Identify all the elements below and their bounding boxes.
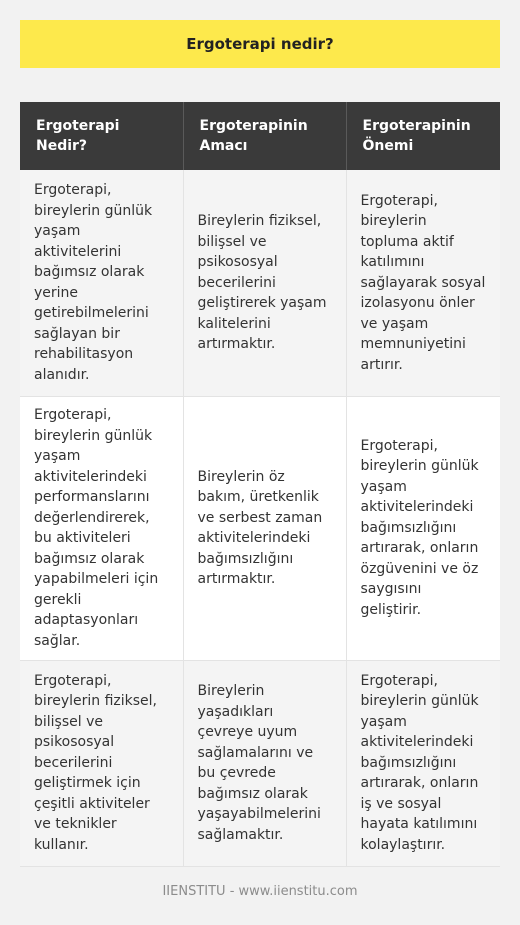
header-cell-definition: Ergoterapi Nedir? — [20, 102, 183, 170]
header-row — [20, 102, 500, 170]
table-cell: Bireylerin fiziksel, bilişsel ve psikososyal becerilerini geliştirerek yaşam kalitelerini artırmaktır. — [183, 170, 346, 396]
table-body — [20, 170, 500, 866]
header-cell-importance: Ergoterapinin Önemi — [346, 102, 500, 170]
table-cell: Ergoterapi, bireylerin günlük yaşam aktivitelerini bağımsız olarak yerine getirebilmelerini sağlayan bir rehabilitasyon alanıdır. — [20, 170, 183, 396]
header-cell-purpose: Ergoterapinin Amacı — [183, 102, 346, 170]
table-cell: Ergoterapi, bireylerin fiziksel, bilişsel ve psikososyal becerilerini geliştirmek için çeşitli aktiviteler ve teknikler kullanır. — [20, 660, 183, 866]
table-cell: Ergoterapi, bireylerin günlük yaşam aktivitelerindeki bağımsızlığını artırarak, onların özgüvenini ve öz saygısını geliştirir. — [346, 396, 500, 660]
table-row — [20, 396, 500, 660]
table-cell: Ergoterapi, bireylerin topluma aktif katılımını sağlayarak sosyal izolasyonu önler ve yaşam memnuniyetini artırır. — [346, 170, 500, 396]
footer-credit: IIENSTITU - www.iienstitu.com — [162, 884, 358, 899]
page-title: Ergoterapi nedir? — [186, 35, 334, 53]
table-header — [20, 102, 500, 170]
table-cell: Bireylerin öz bakım, üretkenlik ve serbest zaman aktivitelerindeki bağımsızlığını artırmaktır. — [183, 396, 346, 660]
table-row — [20, 170, 500, 396]
table-cell: Bireylerin yaşadıkları çevreye uyum sağlamalarını ve bu çevrede bağımsız olarak yaşayabilmelerini sağlamaktır. — [183, 660, 346, 866]
table-cell: Ergoterapi, bireylerin günlük yaşam aktivitelerindeki bağımsızlığını artırarak, onların iş ve sosyal hayata katılımını kolaylaştırır. — [346, 660, 500, 866]
table-cell: Ergoterapi, bireylerin günlük yaşam aktivitelerindeki performanslarını değerlendirerek, bu aktiviteleri bağımsız olarak yapabilmeleri için gerekli adaptasyonları sağlar. — [20, 396, 183, 660]
title-banner — [20, 20, 500, 68]
info-table — [20, 102, 500, 867]
table-row — [20, 660, 500, 866]
